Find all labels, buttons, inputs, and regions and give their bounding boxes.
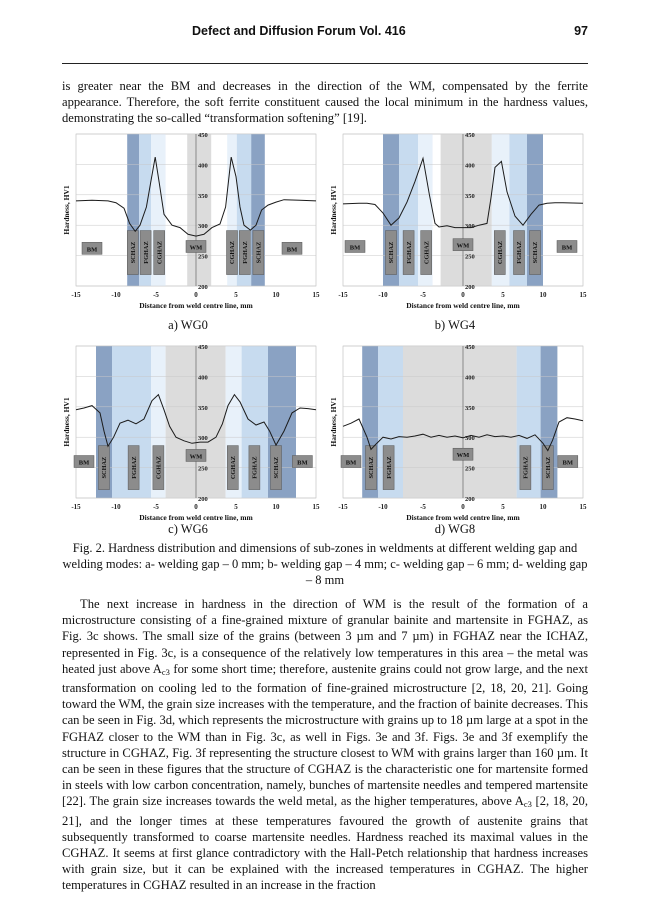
zone-label-fghaz (514, 231, 525, 275)
zone-label-cghaz (154, 231, 165, 275)
zone-label-cghaz (153, 446, 164, 490)
zone-label-text: FGHAZ (242, 241, 249, 264)
y-axis-label: Hardness, HV1 (62, 185, 71, 235)
zone-band-wm (187, 134, 211, 286)
x-axis-label: Distance from weld centre line, mm (406, 513, 520, 522)
zone-label-text: BM (297, 459, 308, 467)
y-tick-label: 250 (198, 253, 208, 261)
x-tick-label: -5 (420, 503, 426, 511)
panel-label-b: b) WG4 (434, 318, 476, 332)
x-tick-label: 15 (312, 503, 320, 511)
x-tick-label: -10 (111, 503, 121, 511)
zone-label-text: FGHAZ (405, 241, 413, 264)
zone-label-bm (292, 456, 312, 468)
subscript-c3: c3 (523, 799, 532, 810)
zone-label-schaz (127, 231, 138, 275)
zone-label-text: CGHAZ (229, 241, 237, 265)
zone-label-text: SCHAZ (545, 456, 552, 479)
zone-label-fghaz (520, 446, 531, 490)
zone-label-text: SCHAZ (532, 241, 540, 264)
zone-label-fghaz (239, 231, 250, 275)
y-tick-label: 200 (465, 284, 475, 291)
zone-label-text: BM (561, 244, 573, 252)
x-tick-label: 0 (461, 503, 465, 511)
zone-label-cghaz (494, 231, 505, 275)
zone-label-cghaz (421, 231, 432, 275)
x-axis-label: Distance from weld centre line, mm (139, 513, 253, 522)
x-axis-label: Distance from weld centre line, mm (406, 301, 520, 310)
zone-label-schaz (530, 231, 541, 275)
x-tick-label: 15 (579, 503, 587, 511)
x-axis-label: Distance from weld centre line, mm (139, 301, 253, 310)
zone-label-text: FGHAZ (130, 456, 138, 479)
x-tick-label: -5 (153, 503, 159, 511)
chart-d (329, 342, 589, 533)
chart-svg (62, 342, 322, 528)
x-tick-label: 5 (234, 503, 238, 511)
zone-label-bm (341, 456, 361, 468)
y-axis-label: Hardness, HV1 (329, 185, 338, 235)
zone-label-text: WM (189, 244, 203, 252)
y-tick-label: 200 (198, 496, 208, 503)
x-tick-label: -5 (420, 291, 426, 299)
zone-label-text: BM (562, 459, 574, 467)
x-tick-label: -15 (71, 503, 81, 511)
zone-label-text: FGHAZ (142, 241, 150, 264)
zone-label-fghaz (383, 446, 394, 490)
y-tick-label: 250 (198, 465, 208, 473)
figure-caption: Fig. 2. Hardness distribution and dimensions of sub-zones in weldments at different welding gap and welding modes: a- welding gap – 0 mm; b- welding gap – 4 mm; c- welding gap – 6 mm; d- welding gap – 8 mm (62, 541, 588, 587)
zone-label-wm (186, 240, 206, 252)
header-rule (62, 63, 588, 64)
zone-label-schaz (366, 446, 377, 490)
y-tick-label: 300 (198, 435, 208, 443)
y-axis-label: Hardness, HV1 (62, 397, 71, 447)
zone-band-wm (166, 346, 226, 498)
zone-label-text: SCHAZ (368, 456, 376, 479)
zone-label-text: SCHAZ (273, 456, 281, 479)
x-tick-label: 0 (461, 291, 465, 299)
zone-label-wm (186, 449, 206, 461)
zone-label-text: CGHAZ (230, 456, 237, 480)
y-tick-label: 450 (465, 132, 475, 139)
page-number: 97 (574, 24, 588, 38)
y-tick-label: 350 (465, 404, 475, 412)
chart-svg (329, 342, 589, 528)
x-tick-label: 0 (194, 291, 198, 299)
zone-label-text: SCHAZ (101, 456, 109, 479)
zone-label-schaz (99, 446, 110, 490)
zone-label-text: BM (349, 244, 361, 252)
x-tick-label: 0 (194, 503, 198, 511)
zone-label-text: BM (78, 459, 90, 467)
zone-label-bm (557, 240, 577, 252)
zone-label-text: FGHAZ (522, 456, 530, 479)
y-tick-label: 400 (465, 162, 475, 170)
y-tick-label: 250 (465, 465, 475, 473)
body-paragraph: The next increase in hardness in the direction of WM is the result of the formation of a microstructure consisting of a fine-grained mixture of granular bainite and martensite in FGHAZ, as Fig. 3c shows. The small size of the grains (between 3 µm and 7 µm) in FGHAZ near the ICHAZ, represented in Fig. 3c, is a consequence of the relatively low temperatures in this area – the metal was heated just above $A_{c3}$ for some short time; therefore, austenite grains could not grow large, and the next transformation on cooling led to the formation of fine-grained microstructure [2, 18, 20, 21]. Going toward the WM, the grain size increases with the temperature, and the fraction of bainite decreases. This can be seen in Fig. 3d, which represents the microstructure with grains up to 18 µm large at a spot in the FGHAZ closer to the WM than in Fig. 3c, as well in Figs. 3e and 3f. Figs. 3e and 3f exemplify the structure in CGHAZ, Fig. 3f representing the structure closest to WM with grains larger than 160 µm. It can be seen in these figures that the structure of CGHAZ is the characteristic one for martensite formed in steels with low carbon concentration, namely, bunches of martensite needles and tempered martensite [22]. The grain size increases towards the weld metal, as the higher temperatures, above $A_{c3}$ [2, 18, 20, 21], and the longer times at these temperatures favoured the growth of austenite grains that subsequently transformed to coarse martensite needles. Hardness reached its maximal values in the CGHAZ. It seems at first glance contradictory with the Hall-Petch relationship that hardness increases with grain size, but it can be explained with the increased temperatures in CGHAZ. The higher temperatures in CGHAZ resulted in an increase in the fraction (62, 597, 588, 893)
zone-label-text: WM (456, 452, 470, 460)
x-tick-label: -10 (111, 291, 121, 299)
y-tick-label: 300 (198, 223, 208, 231)
x-tick-label: 10 (272, 503, 280, 511)
x-tick-label: -15 (338, 291, 348, 299)
y-tick-label: 400 (465, 374, 475, 382)
zone-label-text: CGHAZ (497, 241, 504, 265)
zone-label-text: CGHAZ (155, 456, 163, 480)
zone-label-text: FGHAZ (385, 456, 393, 479)
y-tick-label: 250 (465, 253, 475, 261)
y-tick-label: 450 (198, 344, 208, 351)
zone-label-bm (282, 242, 302, 254)
x-tick-label: 5 (501, 503, 505, 511)
zone-label-schaz (253, 231, 264, 275)
zone-label-text: CGHAZ (423, 241, 431, 265)
subscript-c3: c3 (161, 666, 170, 677)
zone-label-wm (453, 239, 473, 251)
zone-label-fghaz (403, 231, 414, 275)
x-tick-label: 10 (272, 291, 280, 299)
y-tick-label: 200 (198, 284, 208, 291)
chart-svg (329, 130, 589, 316)
zone-label-schaz (271, 446, 282, 490)
zone-label-text: SCHAZ (255, 241, 263, 264)
zone-label-text: SCHAZ (130, 241, 137, 264)
y-axis-label: Hardness, HV1 (329, 397, 338, 447)
x-tick-label: 10 (539, 503, 547, 511)
zone-label-text: BM (345, 459, 357, 467)
x-tick-label: 10 (539, 291, 547, 299)
y-tick-label: 450 (198, 132, 208, 139)
x-tick-label: -15 (338, 503, 348, 511)
chart-a (62, 130, 322, 321)
y-tick-label: 350 (198, 404, 208, 412)
zone-label-fghaz (128, 446, 139, 490)
zone-label-cghaz (227, 231, 238, 275)
zone-label-wm (453, 448, 473, 460)
y-tick-label: 350 (198, 192, 208, 200)
zone-label-bm (345, 240, 365, 252)
y-tick-label: 300 (465, 223, 475, 231)
chart-svg (62, 130, 322, 316)
x-tick-label: 5 (501, 291, 505, 299)
chart-b (329, 130, 589, 321)
zone-band-wm (441, 134, 492, 286)
y-tick-label: 450 (465, 344, 475, 351)
zone-label-bm (82, 242, 102, 254)
y-tick-label: 300 (465, 435, 475, 443)
running-header (62, 24, 588, 44)
panel-label-d: d) WG8 (434, 522, 476, 536)
x-tick-label: -10 (378, 291, 388, 299)
panel-label-a: a) WG0 (168, 318, 208, 332)
x-tick-label: 5 (234, 291, 238, 299)
y-tick-label: 400 (198, 374, 208, 382)
x-tick-label: -5 (153, 291, 159, 299)
zone-label-text: WM (456, 242, 470, 250)
zone-label-bm (74, 456, 94, 468)
zone-label-bm (558, 456, 578, 468)
zone-label-text: BM (86, 246, 98, 254)
journal-title: Defect and Diffusion Forum Vol. 416 (192, 24, 406, 38)
zone-label-text: CGHAZ (156, 241, 164, 265)
zone-label-text: BM (286, 246, 298, 254)
zone-label-schaz (386, 231, 397, 275)
x-tick-label: -10 (378, 503, 388, 511)
zone-label-text: FGHAZ (516, 241, 524, 264)
x-tick-label: -15 (71, 291, 81, 299)
zone-label-cghaz (227, 446, 238, 490)
zone-band-wm (403, 346, 517, 498)
x-tick-label: 15 (579, 291, 587, 299)
zone-label-text: SCHAZ (388, 241, 396, 264)
y-tick-label: 200 (465, 496, 475, 503)
intro-paragraph: is greater near the BM and decreases in the direction of the WM, compensated by the ferrite appearance. Therefore, the soft ferrite constituent caused the local minimum in the hardness values, demonstrating the so-called “transformation softening” [19]. (62, 79, 588, 126)
panel-label-c: c) WG6 (168, 522, 208, 536)
zone-label-text: WM (189, 453, 203, 461)
zone-label-fghaz (249, 446, 260, 490)
y-tick-label: 350 (465, 192, 475, 200)
zone-label-fghaz (140, 231, 151, 275)
x-tick-label: 15 (312, 291, 320, 299)
chart-c (62, 342, 322, 533)
y-tick-label: 400 (198, 162, 208, 170)
zone-label-text: FGHAZ (251, 456, 259, 479)
zone-label-schaz (542, 446, 553, 490)
